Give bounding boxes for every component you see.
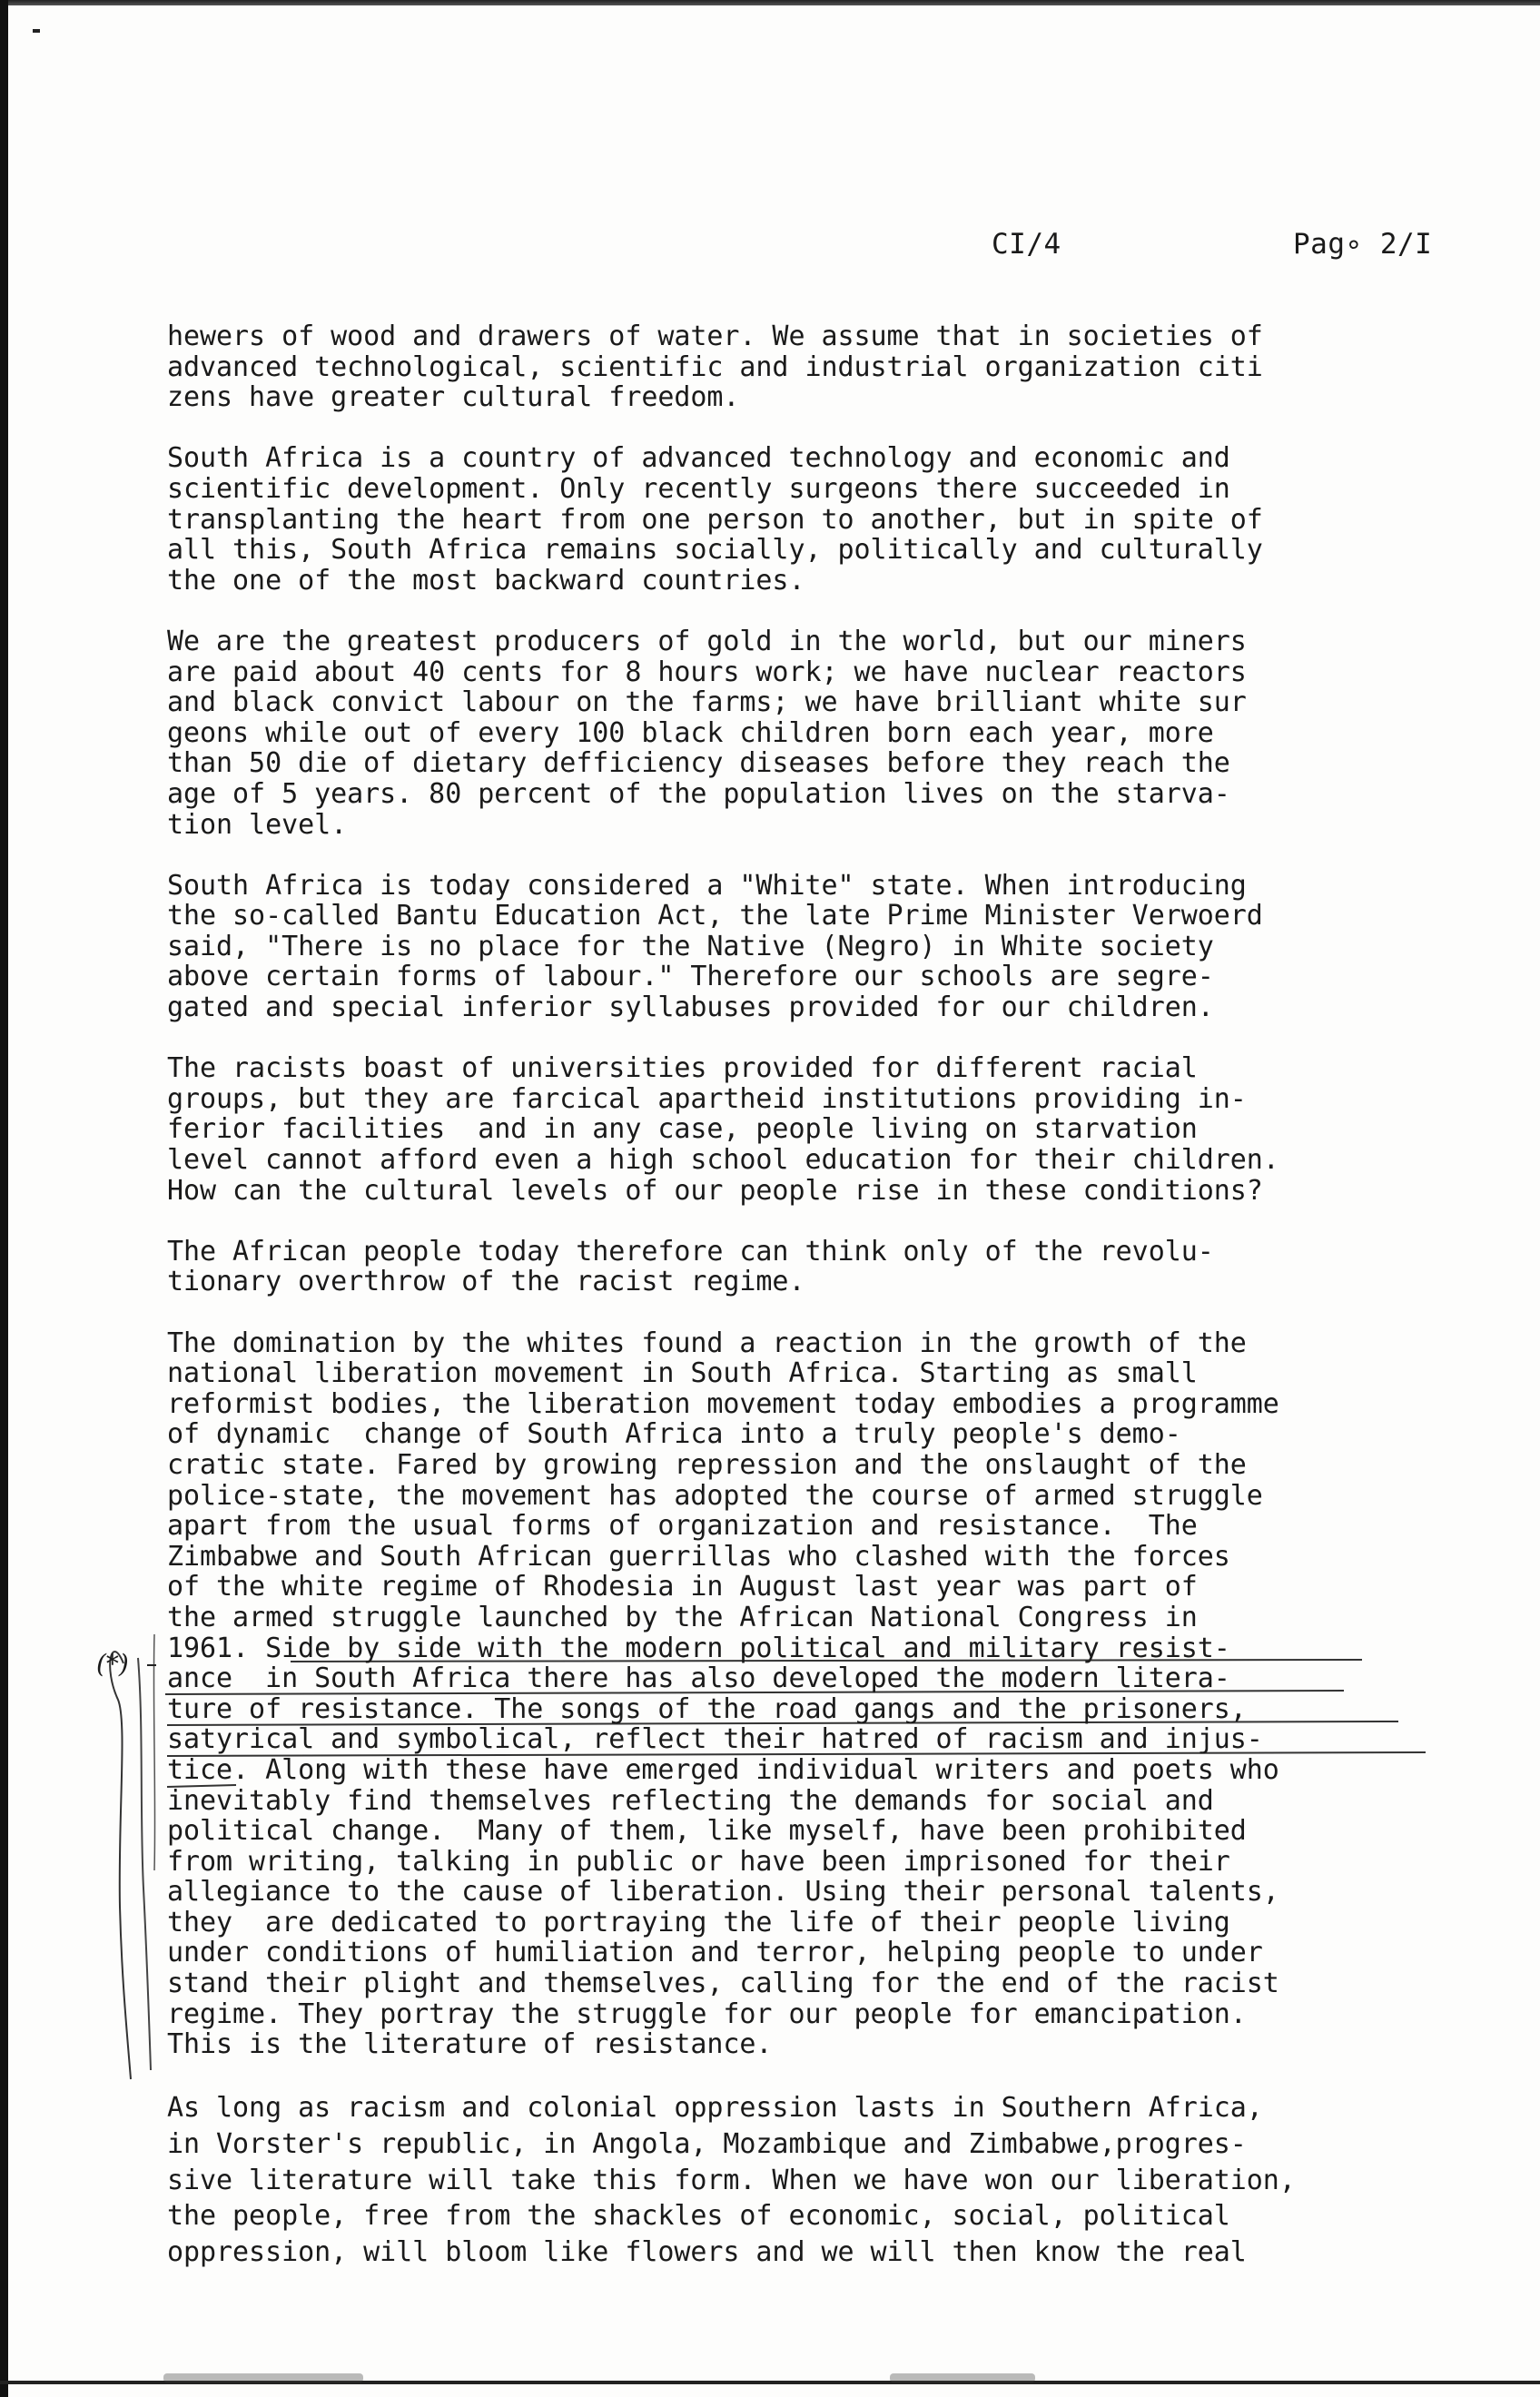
text-line: age of 5 years. 80 percent of the population lives on the starva- <box>167 777 1230 810</box>
scan-smudge <box>163 2373 363 2382</box>
text-line: We are the greatest producers of gold in the world, but our miners <box>167 625 1247 657</box>
text-line: the one of the most backward countries. <box>167 564 805 597</box>
paragraph <box>167 1328 1456 2060</box>
text-line: stand their plight and themselves, calling for the end of the racist <box>167 1968 1279 2000</box>
paragraph <box>167 1053 1456 1206</box>
paragraph <box>167 2090 1456 2270</box>
text-line: and black convict labour on the farms; we have brilliant white sur <box>167 686 1247 719</box>
text-line: allegiance to the cause of liberation. Using their personal talents, <box>167 1876 1279 1909</box>
text-line: The African people today therefore can think only of the revolu- <box>167 1235 1214 1268</box>
text-line: are paid about 40 cents for 8 hours work; we have nuclear reactors <box>167 656 1247 688</box>
scan-edge-bottom <box>0 2368 1540 2397</box>
text-line: above certain forms of labour." Therefore our schools are segre- <box>167 961 1214 993</box>
text-line: tice. Along with these have emerged individual writers and poets who <box>167 1753 1279 1786</box>
text-line: transplanting the heart from one person to another, but in spite of <box>167 503 1263 536</box>
text-line: sive literature will take this form. When we have won our liberation, <box>167 2164 1296 2196</box>
text-line: the armed struggle launched by the African National Congress in <box>167 1601 1198 1633</box>
text-line: of dynamic change of South Africa into a truly people's demo- <box>167 1418 1181 1451</box>
text-line: of the white regime of Rhodesia in August last year was part of <box>167 1571 1198 1603</box>
text-line: tion level. <box>167 808 348 841</box>
text-line: satyrical and symbolical, reflect their hatred of racism and injus- <box>167 1723 1263 1756</box>
text-line: geons while out of every 100 black children born each year, more <box>167 716 1214 749</box>
text-line: cratic state. Fared by growing repression and the onslaught of the <box>167 1448 1247 1481</box>
text-line: scientific development. Only recently surgeons there succeeded in <box>167 472 1230 505</box>
text-line: the people, free from the shackles of economic, social, political <box>167 2200 1230 2233</box>
text-line: under conditions of humiliation and terror, helping people to under <box>167 1937 1263 1969</box>
scan-mark <box>33 29 40 33</box>
margin-annotation-mark <box>91 1616 173 2088</box>
paragraph <box>167 626 1456 840</box>
scan-edge-top <box>0 0 1540 5</box>
paragraph <box>167 443 1456 596</box>
scan-edge-left <box>0 0 8 2397</box>
paragraph <box>167 1237 1456 1297</box>
text-line: advanced technological, scientific and industrial organization citi <box>167 350 1263 383</box>
text-line: oppression, will bloom like flowers and we will then know the real <box>167 2235 1247 2268</box>
text-line: national liberation movement in South Africa. Starting as small <box>167 1357 1198 1390</box>
text-line: ture of resistance. The songs of the road gangs and the prisoners, <box>167 1692 1247 1725</box>
text-line: The racists boast of universities provided for different racial <box>167 1052 1198 1085</box>
text-line: the so-called Bantu Education Act, the late Prime Minister Verwoerd <box>167 900 1263 932</box>
text-line: South Africa is today considered a "White" state. When introducing <box>167 869 1247 902</box>
text-line: South Africa is a country of advanced technology and economic and <box>167 442 1230 475</box>
text-line: This is the literature of resistance. <box>167 2028 773 2061</box>
text-line: all this, South Africa remains socially, politically and culturally <box>167 534 1263 567</box>
text-line: they are dedicated to portraying the life of their people living <box>167 1906 1230 1938</box>
text-line: How can the cultural levels of our people rise in these conditions? <box>167 1174 1263 1207</box>
text-line: ance in South Africa there has also developed the modern litera- <box>167 1662 1230 1695</box>
paragraph <box>167 321 1456 413</box>
text-line: gated and special inferior syllabuses provided for our children. <box>167 991 1214 1024</box>
margin-note: (*) <box>96 1649 129 1679</box>
text-line: hewers of wood and drawers of water. We assume that in societies of <box>167 321 1263 352</box>
text-line: from writing, talking in public or have been imprisoned for their <box>167 1845 1230 1878</box>
text-line: political change. Many of them, like myself, have been prohibited <box>167 1815 1247 1848</box>
text-line: said, "There is no place for the Native (Negro) in White society <box>167 930 1214 962</box>
paragraph <box>167 871 1456 1023</box>
text-line: reformist bodies, the liberation movement today embodies a programme <box>167 1387 1279 1420</box>
page-number: Pag∘ 2/I <box>1293 228 1433 261</box>
text-line: 1961. Side by side with the modern political and military resist- <box>167 1632 1230 1664</box>
text-line: than 50 die of dietary defficiency diseases before they reach the <box>167 747 1230 780</box>
text-line: groups, but they are farcical apartheid institutions providing in- <box>167 1082 1247 1115</box>
text-line: inevitably find themselves reflecting the demands for social and <box>167 1784 1214 1817</box>
text-line: Zimbabwe and South African guerrillas who clashed with the forces <box>167 1540 1230 1573</box>
text-line: zens have greater cultural freedom. <box>167 381 740 414</box>
scan-smudge <box>890 2373 1035 2382</box>
document-reference: CI/4 <box>992 228 1061 261</box>
text-line: tionary overthrow of the racist regime. <box>167 1266 805 1298</box>
text-line: As long as racism and colonial oppression lasts in Southern Africa, <box>167 2092 1263 2125</box>
document-body <box>167 321 1456 2301</box>
text-line: police-state, the movement has adopted the course of armed struggle <box>167 1479 1263 1512</box>
text-line: ferior facilities and in any case, people living on starvation <box>167 1113 1198 1146</box>
text-line: in Vorster's republic, in Angola, Mozambique and Zimbabwe,progres- <box>167 2128 1247 2161</box>
text-line: level cannot afford even a high school education for their children. <box>167 1144 1279 1177</box>
text-line: apart from the usual forms of organization and resistance. The <box>167 1510 1198 1543</box>
text-line: regime. They portray the struggle for our people for emancipation. <box>167 1998 1247 2030</box>
text-line: The domination by the whites found a reaction in the growth of the <box>167 1327 1247 1359</box>
